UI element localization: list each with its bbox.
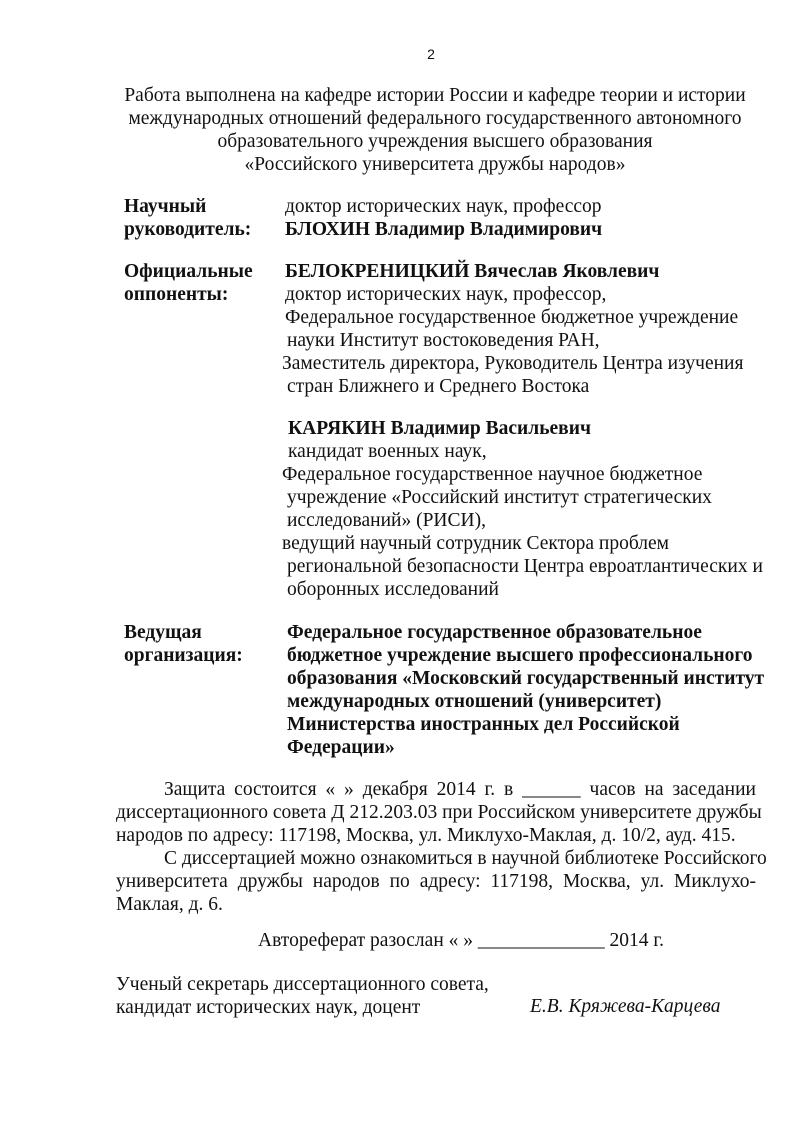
secretary-signature: Е.В. Кряжева-Карцева	[530, 996, 721, 1017]
intro-block	[100, 84, 770, 176]
secretary-line-1: Ученый секретарь диссертационного совета,	[116, 974, 489, 995]
leading-org-line: международных отношений (университет)	[287, 691, 662, 712]
opponent-2-line: региональной безопасности Центра евроатлантических и	[287, 556, 763, 577]
defense-line: Защита состоится « » декабря 2014 г. в ______ часов на заседании	[164, 779, 756, 800]
opponent-1-line: Федеральное государственное бюджетное учреждение	[285, 307, 739, 328]
opponent-1-line: Заместитель директора, Руководитель Центра изучения	[282, 353, 744, 374]
leading-org-line: образования «Московский государственный институт	[287, 668, 765, 689]
opponent-1-line: науки Институт востоковедения РАН,	[287, 330, 600, 351]
supervisor-label-1: Научный	[124, 196, 207, 217]
library-line: С диссертацией можно ознакомиться в научной библиотеке Российского	[164, 848, 767, 869]
leading-org-label-1: Ведущая	[124, 622, 202, 643]
intro-line: Работа выполнена на кафедре истории России и кафедре теории и истории	[124, 85, 746, 106]
library-line: университета дружбы народов по адресу: 117198, Москва, ул. Миклухо-	[116, 871, 756, 892]
leading-org-label-2: организация:	[124, 645, 243, 666]
opponent-1-name: БЕЛОКРЕНИЦКИЙ Вячеслав Яковлевич	[285, 261, 660, 282]
defense-line: диссертационного совета Д 212.203.03 при Российском университете дружбы	[116, 802, 762, 823]
opponent-2-name: КАРЯКИН Владимир Васильевич	[288, 418, 591, 439]
defense-line: народов по адресу: 117198, Москва, ул. Миклухо-Маклая, д. 10/2, ауд. 415.	[116, 825, 736, 846]
supervisor-name: БЛОХИН Владимир Владимирович	[285, 219, 603, 240]
supervisor-label-2: руководитель:	[124, 219, 252, 240]
abstract-sent-date: Автореферат разослан « » _____________ 2014 г.	[258, 930, 665, 951]
opponent-2-line: ведущий научный сотрудник Сектора проблем	[282, 533, 670, 554]
library-paragraph	[116, 847, 767, 916]
intro-line: образовательного учреждения высшего образования	[217, 131, 653, 152]
supervisor-degree: доктор исторических наук, профессор	[285, 196, 602, 217]
page-number: 2	[427, 46, 435, 62]
leading-org-line: Федерации»	[287, 737, 395, 758]
opponents-label-2: оппоненты:	[124, 284, 229, 305]
opponent-2-line: исследований» (РИСИ),	[287, 510, 486, 531]
opponents-label-1: Официальные	[124, 261, 253, 282]
opponent-1-line: доктор исторических наук, профессор,	[285, 284, 607, 305]
opponent-2-line: оборонных исследований	[287, 579, 499, 600]
intro-line: международных отношений федерального государственного автономного	[128, 108, 742, 129]
opponent-2-line: учреждение «Российский институт стратегических	[287, 487, 712, 508]
intro-line: «Российского университета дружбы народов»	[244, 154, 626, 175]
defense-paragraph	[116, 778, 762, 847]
opponent-2-line: кандидат военных наук,	[288, 441, 487, 462]
opponent-2-line: Федеральное государственное научное бюджетное	[282, 464, 703, 485]
opponent-1-line: стран Ближнего и Среднего Востока	[287, 376, 590, 397]
leading-org-line: Министерства иностранных дел Российской	[287, 714, 680, 735]
leading-org-line: Федеральное государственное образовательное	[287, 622, 702, 643]
leading-org-line: бюджетное учреждение высшего профессионального	[287, 645, 753, 666]
library-line: Маклая, д. 6.	[116, 894, 223, 915]
secretary-line-2: кандидат исторических наук, доцент	[116, 997, 421, 1018]
